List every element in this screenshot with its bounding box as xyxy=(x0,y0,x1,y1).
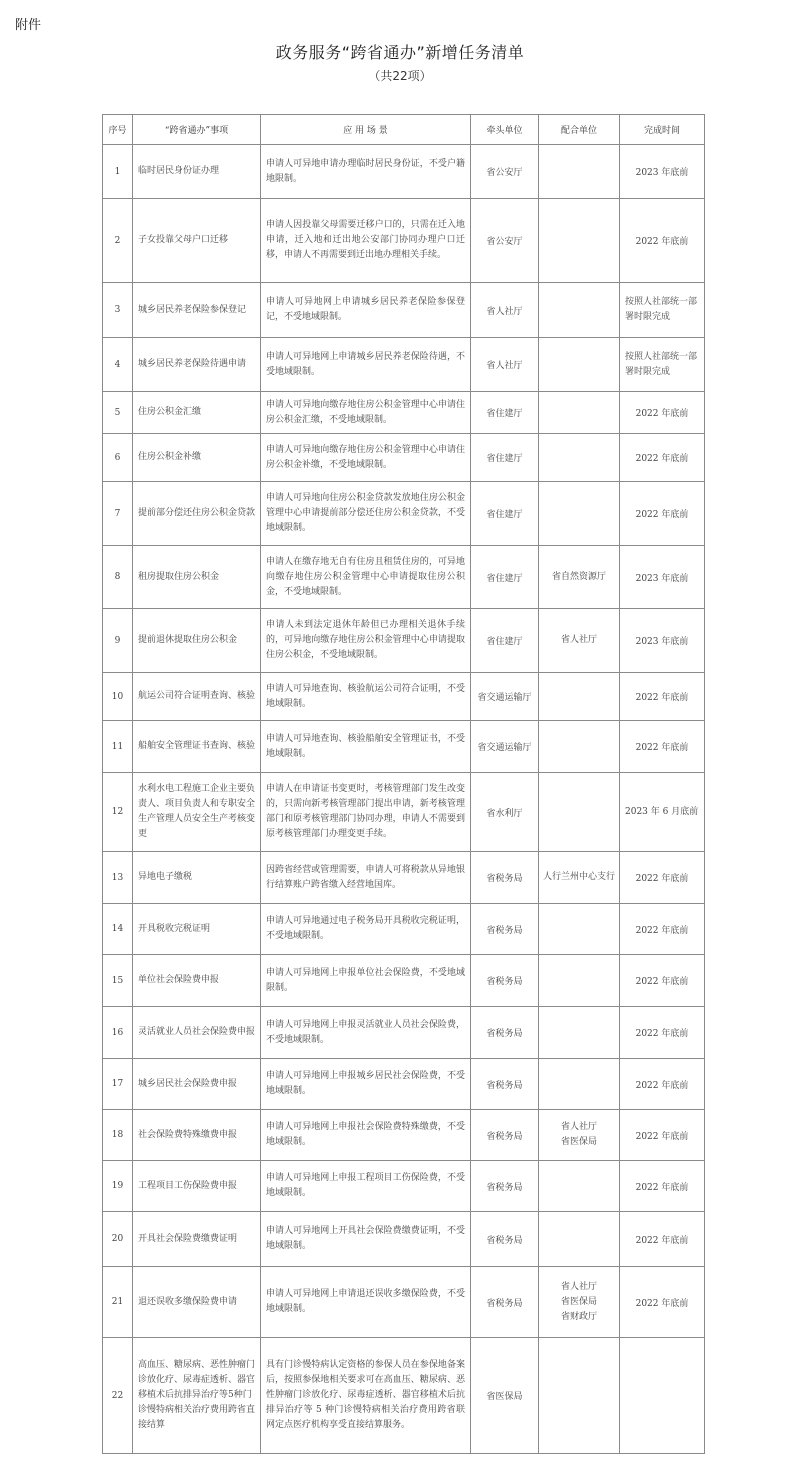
row-scenario: 申请人在缴存地无自有住房且租赁住房的，可异地向缴存地住房公积金管理中心申请提取住房公积金，不受地域限制。 xyxy=(261,546,471,609)
coop-unit: 人行兰州中心支行 xyxy=(542,872,615,882)
row-scenario: 申请人在申请证书变更时，考核管理部门发生改变的，只需向新考核管理部门提出申请，新考核管理部门和原考核管理部门协同办理，申请人不需要到原考核管理部门办理变更手续。 xyxy=(261,773,471,852)
row-scenario: 申请人可异地网上申请城乡居民养老保险参保登记，不受地域限制。 xyxy=(261,283,471,338)
row-coop-units xyxy=(539,904,620,955)
row-item: 提前部分偿还住房公积金贷款 xyxy=(133,482,261,546)
row-lead-unit: 省税务局 xyxy=(471,1007,539,1059)
row-scenario: 申请人可异地网上申报社会保险费特殊缴费，不受地域限制。 xyxy=(261,1110,471,1161)
row-deadline xyxy=(620,1338,705,1454)
attachment-label: 附件 xyxy=(15,18,42,33)
row-item: 社会保险费特殊缴费申报 xyxy=(133,1110,261,1161)
row-item: 开具社会保险费缴费证明 xyxy=(133,1212,261,1267)
table-row xyxy=(103,392,705,434)
header-deadline: 完成时间 xyxy=(620,115,705,145)
table-row xyxy=(103,1161,705,1212)
row-item: 开具税收完税证明 xyxy=(133,904,261,955)
row-lead-unit: 省住建厅 xyxy=(471,392,539,434)
row-item: 子女投靠父母户口迁移 xyxy=(133,199,261,283)
row-deadline: 2022 年底前 xyxy=(620,434,705,482)
row-deadline: 2022 年底前 xyxy=(620,1212,705,1267)
row-lead-unit: 省交通运输厅 xyxy=(471,673,539,721)
row-coop-units xyxy=(539,1007,620,1059)
row-lead-unit: 省税务局 xyxy=(471,955,539,1007)
header-coop: 配合单位 xyxy=(539,115,620,145)
row-deadline: 2022 年底前 xyxy=(620,392,705,434)
table-row xyxy=(103,609,705,673)
row-scenario: 申请人可异地向住房公积金贷款发放地住房公积金管理中心申请提前部分偿还住房公积金贷款，不受地域限制。 xyxy=(261,482,471,546)
table-row xyxy=(103,482,705,546)
row-item: 船舶安全管理证书查询、核验 xyxy=(133,721,261,773)
table-row xyxy=(103,546,705,609)
task-list-table xyxy=(102,114,705,1454)
row-lead-unit: 省住建厅 xyxy=(471,482,539,546)
row-coop-units xyxy=(539,482,620,546)
table-header-row xyxy=(103,115,705,145)
row-scenario: 申请人可异地网上申报工程项目工伤保险费，不受地域限制。 xyxy=(261,1161,471,1212)
row-item: 提前退休提取住房公积金 xyxy=(133,609,261,673)
row-coop-units xyxy=(539,392,620,434)
row-coop-units xyxy=(539,1212,620,1267)
row-number: 21 xyxy=(103,1267,133,1338)
row-item: 住房公积金补缴 xyxy=(133,434,261,482)
row-deadline: 2023 年底前 xyxy=(620,609,705,673)
row-number: 22 xyxy=(103,1338,133,1454)
row-deadline: 2022 年底前 xyxy=(620,721,705,773)
table-row xyxy=(103,673,705,721)
row-scenario: 申请人可异地网上申报灵活就业人员社会保险费，不受地域限制。 xyxy=(261,1007,471,1059)
row-scenario: 申请人可异地网上申报城乡居民社会保险费，不受地域限制。 xyxy=(261,1059,471,1110)
row-number: 8 xyxy=(103,546,133,609)
table-row xyxy=(103,145,705,199)
row-lead-unit: 省税务局 xyxy=(471,852,539,904)
row-number: 10 xyxy=(103,673,133,721)
header-scenario: 应 用 场 景 xyxy=(261,115,471,145)
row-scenario: 申请人可异地网上申请退还误收多缴保险费，不受地域限制。 xyxy=(261,1267,471,1338)
row-number: 13 xyxy=(103,852,133,904)
row-item: 灵活就业人员社会保险费申报 xyxy=(133,1007,261,1059)
row-number: 11 xyxy=(103,721,133,773)
row-coop-units xyxy=(539,1110,620,1161)
row-item: 高血压、糖尿病、恶性肿瘤门诊放化疗、尿毒症透析、器官移植术后抗排异治疗等5种门诊慢特病相关治疗费用跨省直接结算 xyxy=(133,1338,261,1454)
row-number: 9 xyxy=(103,609,133,673)
row-lead-unit: 省税务局 xyxy=(471,1161,539,1212)
row-coop-units xyxy=(539,673,620,721)
coop-unit: 省医保局 xyxy=(560,1137,597,1147)
row-scenario: 申请人可异地查询、核验航运公司符合证明，不受地域限制。 xyxy=(261,673,471,721)
table-row xyxy=(103,283,705,338)
row-item: 水利水电工程施工企业主要负责人、项目负责人和专职安全生产管理人员安全生产考核变更 xyxy=(133,773,261,852)
header-lead: 牵头单位 xyxy=(471,115,539,145)
row-number: 2 xyxy=(103,199,133,283)
row-deadline: 按照人社部统一部署时限完成 xyxy=(620,283,705,338)
row-lead-unit: 省税务局 xyxy=(471,904,539,955)
coop-unit: 省人社厅 xyxy=(560,635,597,645)
header-item: “跨省通办”事项 xyxy=(133,115,261,145)
row-coop-units xyxy=(539,1059,620,1110)
table-row xyxy=(103,1059,705,1110)
row-item: 异地电子缴税 xyxy=(133,852,261,904)
row-coop-units xyxy=(539,1338,620,1454)
table-row xyxy=(103,434,705,482)
row-number: 20 xyxy=(103,1212,133,1267)
row-deadline: 2022 年底前 xyxy=(620,1161,705,1212)
row-item: 租房提取住房公积金 xyxy=(133,546,261,609)
table-row xyxy=(103,1267,705,1338)
row-scenario: 申请人因投靠父母需要迁移户口的，只需在迁入地申请，迁入地和迁出地公安部门协同办理户口迁移，申请人不再需要到迁出地办理相关手续。 xyxy=(261,199,471,283)
row-deadline: 2022 年底前 xyxy=(620,1110,705,1161)
row-scenario: 申请人未到法定退休年龄但已办理相关退休手续的，可异地向缴存地住房公积金管理中心申请提取住房公积金，不受地域限制。 xyxy=(261,609,471,673)
coop-unit: 省自然资源厅 xyxy=(551,571,606,582)
row-coop-units xyxy=(539,546,620,609)
row-coop-units xyxy=(539,434,620,482)
row-coop-units xyxy=(539,199,620,283)
row-deadline: 2022 年底前 xyxy=(620,955,705,1007)
row-coop-units xyxy=(539,955,620,1007)
row-coop-units xyxy=(539,338,620,392)
row-number: 19 xyxy=(103,1161,133,1212)
row-coop-units xyxy=(539,852,620,904)
row-item: 退还误收多缴保险费申请 xyxy=(133,1267,261,1338)
table-row xyxy=(103,852,705,904)
row-lead-unit: 省住建厅 xyxy=(471,434,539,482)
row-lead-unit: 省住建厅 xyxy=(471,546,539,609)
row-deadline: 2023 年底前 xyxy=(620,546,705,609)
row-number: 3 xyxy=(103,283,133,338)
row-item: 单位社会保险费申报 xyxy=(133,955,261,1007)
row-coop-units xyxy=(539,1267,620,1338)
table-row xyxy=(103,199,705,283)
row-item: 城乡居民养老保险待遇申请 xyxy=(133,338,261,392)
row-lead-unit: 省公安厅 xyxy=(471,145,539,199)
coop-unit: 省财政厅 xyxy=(560,1311,597,1322)
row-item: 临时居民身份证办理 xyxy=(133,145,261,199)
page-title: 政务服务“跨省通办”新增任务清单 xyxy=(275,43,525,62)
table-row xyxy=(103,1007,705,1059)
row-deadline: 2022 年底前 xyxy=(620,199,705,283)
row-number: 6 xyxy=(103,434,133,482)
table-row xyxy=(103,1110,705,1161)
row-scenario: 申请人可异地通过电子税务局开具税收完税证明，不受地域限制。 xyxy=(261,904,471,955)
row-item: 航运公司符合证明查询、核验 xyxy=(133,673,261,721)
row-coop-units xyxy=(539,773,620,852)
row-coop-units xyxy=(539,1161,620,1212)
row-deadline: 2022 年底前 xyxy=(620,1007,705,1059)
row-deadline: 2023 年 6 月底前 xyxy=(620,773,705,852)
table-row xyxy=(103,773,705,852)
row-number: 1 xyxy=(103,145,133,199)
row-coop-units xyxy=(539,721,620,773)
row-deadline: 2022 年底前 xyxy=(620,1059,705,1110)
row-lead-unit: 省税务局 xyxy=(471,1110,539,1161)
row-deadline: 2023 年底前 xyxy=(620,145,705,199)
row-number: 15 xyxy=(103,955,133,1007)
row-item: 城乡居民社会保险费申报 xyxy=(133,1059,261,1110)
row-scenario: 因跨省经营或管理需要，申请人可将税款从异地银行结算账户跨省缴入经营地国库。 xyxy=(261,852,471,904)
row-scenario: 申请人可异地向缴存地住房公积金管理中心申请住房公积金汇缴，不受地域限制。 xyxy=(261,392,471,434)
table-row xyxy=(103,904,705,955)
row-lead-unit: 省水利厅 xyxy=(471,773,539,852)
table-row xyxy=(103,338,705,392)
row-number: 14 xyxy=(103,904,133,955)
row-lead-unit: 省税务局 xyxy=(471,1267,539,1338)
table-row xyxy=(103,1212,705,1267)
coop-unit: 省人社厅 xyxy=(560,1281,597,1292)
row-item: 工程项目工伤保险费申报 xyxy=(133,1161,261,1212)
row-number: 18 xyxy=(103,1110,133,1161)
row-number: 7 xyxy=(103,482,133,546)
row-scenario: 具有门诊慢特病认定资格的参保人员在参保地备案后，按照参保地相关要求可在高血压、糖尿病、恶性肿瘤门诊放化疗、尿毒症透析、器官移植术后抗排异治疗等 5 种门诊慢特病相关治疗费用跨省联网定点医疗机构享受直接结算服务。 xyxy=(261,1338,471,1454)
coop-unit: 省医保局 xyxy=(560,1296,597,1307)
row-scenario: 申请人可异地网上申报单位社会保险费，不受地域限制。 xyxy=(261,955,471,1007)
row-lead-unit: 省人社厅 xyxy=(471,283,539,338)
row-number: 16 xyxy=(103,1007,133,1059)
row-coop-units xyxy=(539,145,620,199)
row-lead-unit: 省人社厅 xyxy=(471,338,539,392)
row-lead-unit: 省医保局 xyxy=(471,1338,539,1454)
row-scenario: 申请人可异地申请办理临时居民身份证，不受户籍地限制。 xyxy=(261,145,471,199)
row-coop-units xyxy=(539,609,620,673)
row-scenario: 申请人可异地查询、核验船舶安全管理证书，不受地域限制。 xyxy=(261,721,471,773)
row-deadline: 按照人社部统一部署时限完成 xyxy=(620,338,705,392)
table-row xyxy=(103,721,705,773)
row-deadline: 2022 年底前 xyxy=(620,1267,705,1338)
row-scenario: 申请人可异地网上申请城乡居民养老保险待遇，不受地域限制。 xyxy=(261,338,471,392)
header-no: 序号 xyxy=(103,115,133,145)
coop-unit: 省人社厅 xyxy=(560,1122,597,1132)
row-deadline: 2022 年底前 xyxy=(620,673,705,721)
row-number: 4 xyxy=(103,338,133,392)
row-lead-unit: 省税务局 xyxy=(471,1059,539,1110)
row-number: 5 xyxy=(103,392,133,434)
row-deadline: 2022 年底前 xyxy=(620,482,705,546)
page-subtitle: （共22项） xyxy=(368,69,432,83)
row-item: 住房公积金汇缴 xyxy=(133,392,261,434)
row-item: 城乡居民养老保险参保登记 xyxy=(133,283,261,338)
row-number: 17 xyxy=(103,1059,133,1110)
row-scenario: 申请人可异地网上开具社会保险费缴费证明，不受地域限制。 xyxy=(261,1212,471,1267)
row-deadline: 2022 年底前 xyxy=(620,904,705,955)
table-row xyxy=(103,1338,705,1454)
row-lead-unit: 省住建厅 xyxy=(471,609,539,673)
row-scenario: 申请人可异地向缴存地住房公积金管理中心申请住房公积金补缴，不受地域限制。 xyxy=(261,434,471,482)
row-deadline: 2022 年底前 xyxy=(620,852,705,904)
table-row xyxy=(103,955,705,1007)
row-lead-unit: 省税务局 xyxy=(471,1212,539,1267)
row-lead-unit: 省公安厅 xyxy=(471,199,539,283)
row-coop-units xyxy=(539,283,620,338)
row-lead-unit: 省交通运输厅 xyxy=(471,721,539,773)
row-number: 12 xyxy=(103,773,133,852)
